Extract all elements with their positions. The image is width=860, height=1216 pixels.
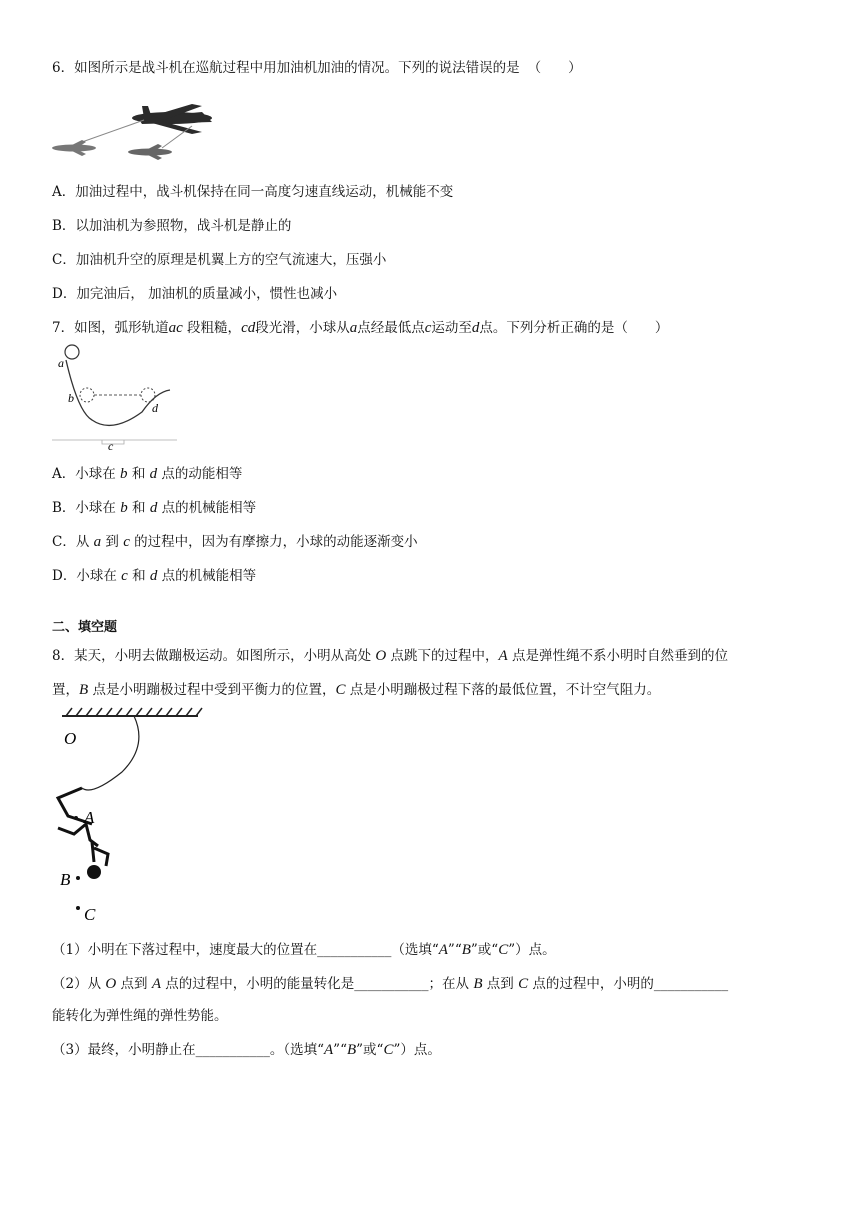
arc-track-figure [52, 342, 182, 453]
q7-option-c: C．从 a 到 c 的过程中，因为有摩擦力，小球的动能逐渐变小 [52, 534, 418, 550]
q8-part1: （1）小明在下落过程中，速度最大的位置在___________（选填“A”“B”或“C”）点。 [52, 942, 556, 958]
bungee-figure [52, 706, 212, 926]
q7-stem: 7．如图，弧形轨道ac 段粗糙，cd段光滑，小球从a点经最低点c运动至d点。下列分析正确的是（ ） [52, 320, 669, 336]
label-b: b [68, 391, 74, 405]
q6-option-c: C．加油机升空的原理是机翼上方的空气流速大，压强小 [52, 252, 387, 268]
q7-option-a: A．小球在 b 和 d 点的动能相等 [52, 466, 243, 482]
section-title: 二、填空题 [52, 620, 118, 635]
q8-part2-line1: （2）从 O 点到 A 点的过程中，小明的能量转化是___________；在从 B 点到 C 点的过程中，小明的___________ [52, 976, 729, 992]
q8-part3: （3）最终，小明静止在___________。（选填“A”“B”或“C”）点。 [52, 1042, 441, 1058]
label-d: d [152, 401, 158, 415]
q8-stem-line1: 8．某天，小明去做蹦极运动。如图所示，小明从高处 O 点跳下的过程中，A 点是弹性绳不系小明时自然垂到的位 [52, 648, 728, 664]
answer-blank-1[interactable]: ___________ [317, 942, 392, 958]
refueling-aircraft-figure [52, 96, 220, 166]
label-A: A [84, 808, 95, 827]
q6-option-d: D．加完油后， 加油机的质量减小，惯性也减小 [52, 286, 338, 302]
q6-stem: 6．如图所示是战斗机在巡航过程中用加油机加油的情况。下列的说法错误的是 （ ） [52, 60, 582, 76]
q6-option-a: A．加油过程中，战斗机保持在同一高度匀速直线运动，机械能不变 [52, 184, 454, 200]
q8-part2-line2: 能转化为弹性绳的弹性势能。 [52, 1008, 228, 1024]
answer-blank-2[interactable]: ___________ [354, 976, 429, 992]
label-C: C [84, 905, 96, 924]
answer-blank-3[interactable]: ___________ [653, 976, 729, 992]
answer-blank-4[interactable]: ___________ [195, 1042, 270, 1058]
label-O: O [64, 729, 77, 748]
label-a: a [58, 356, 64, 370]
q6-option-b: B．以加油机为参照物，战斗机是静止的 [52, 218, 292, 234]
q7-option-b: B．小球在 b 和 d 点的机械能相等 [52, 500, 257, 516]
label-B: B [60, 870, 71, 889]
label-c: c [108, 439, 114, 453]
q8-stem-line2: 置，B 点是小明蹦极过程中受到平衡力的位置，C 点是小明蹦极过程下落的最低位置，不计空气阻力。 [52, 682, 661, 698]
q7-option-d: D．小球在 c 和 d 点的机械能相等 [52, 568, 257, 584]
